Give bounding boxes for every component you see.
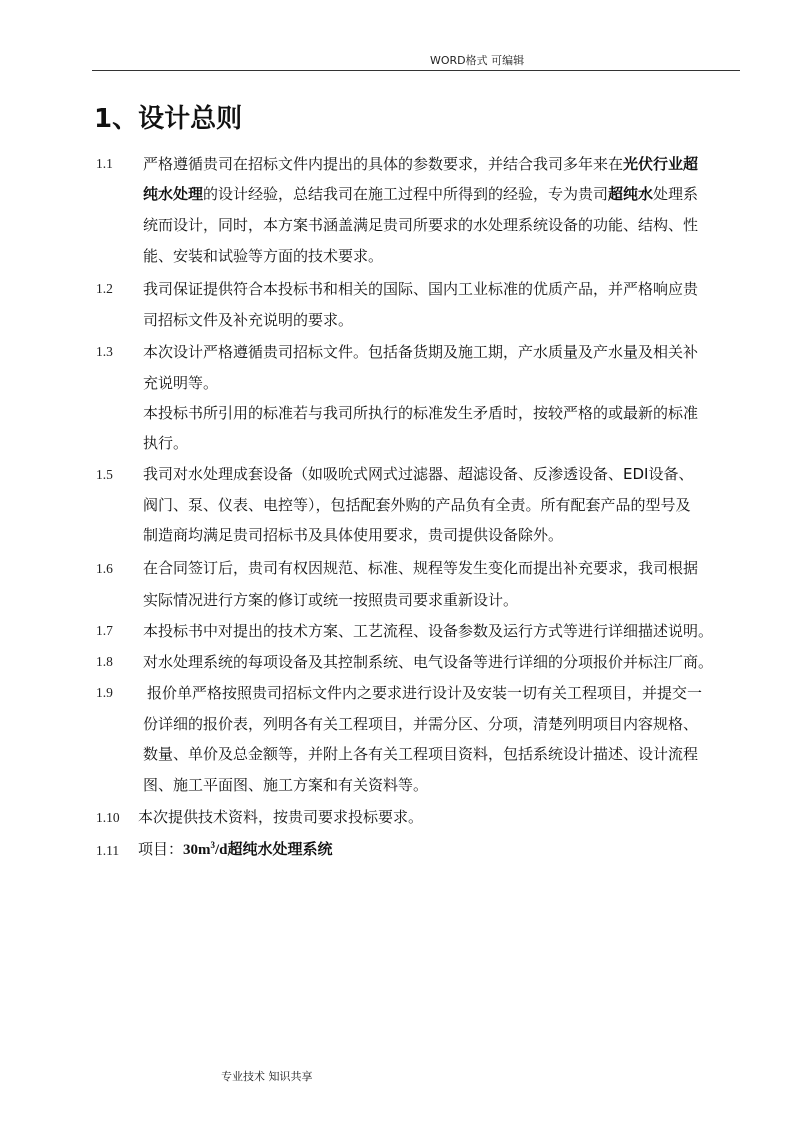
clause-line: 在合同签订后，贵司有权因规范、标准、规程等发生变化而提出补充要求，我司根据 xyxy=(143,559,699,577)
clause-line: 份详细的报价表，列明各有关工程项目，并需分区、分项，清楚列明项目内容规格、 xyxy=(143,715,699,733)
clause-line: 充说明等。 xyxy=(143,374,219,392)
clause-line: 本投标书中对提出的技术方案、工艺流程、设备参数及运行方式等进行详细描述说明。 xyxy=(143,622,714,640)
clause-line: 报价单严格按照贵司招标文件内之要求进行设计及安装一切有关工程项目，并提交一 xyxy=(147,684,703,702)
clause-line: 严格遵循贵司在招标文件内提出的具体的参数要求，并结合我司多年来在光伏行业超 xyxy=(143,155,699,173)
clause-line: 制造商均满足贵司招标书及具体使用要求，贵司提供设备除外。 xyxy=(143,526,564,544)
section-title: 1、设计总则 xyxy=(94,104,243,134)
clause-number: 1.11 xyxy=(96,843,120,858)
page-header xyxy=(0,52,794,66)
clause-line: 纯水处理的设计经验，总结我司在施工过程中所得到的经验，专为贵司超纯水处理系 xyxy=(143,185,699,203)
page-footer: 专业技术 知识共享 xyxy=(221,1070,313,1083)
clause-line: 阀门、泵、仪表、电控等），包括配套外购的产品负有全责。所有配套产品的型号及 xyxy=(143,496,691,514)
clause-line: 图、施工平面图、施工方案和有关资料等。 xyxy=(143,776,429,794)
clause-line: 我司对水处理成套设备（如吸吮式网式过滤器、超滤设备、反渗透设备、EDI设备、 xyxy=(143,465,694,483)
clause-line: 司招标文件及补充说明的要求。 xyxy=(143,311,354,329)
header-rule xyxy=(92,70,740,71)
clause-line: 本投标书所引用的标准若与我司所执行的标准发生矛盾时，按较严格的或最新的标准 xyxy=(143,404,699,422)
clause-line: 本次设计严格遵循贵司招标文件。包括备货期及施工期，产水质量及产水量及相关补 xyxy=(143,343,699,361)
clause-line: 实际情况进行方案的修订或统一按照贵司要求重新设计。 xyxy=(143,591,519,609)
clause-number: 1.2 xyxy=(96,281,113,296)
clause-number: 1.5 xyxy=(96,467,113,482)
clause-line: 对水处理系统的每项设备及其控制系统、电气设备等进行详细的分项报价并标注厂商。 xyxy=(143,653,714,671)
clause-line: 执行。 xyxy=(143,434,189,452)
header-text: WORD格式 可编辑 xyxy=(430,54,525,67)
clause-number: 1.6 xyxy=(96,561,113,576)
clause-number: 1.7 xyxy=(96,623,113,638)
clause-line: 统而设计，同时，本方案书涵盖满足贵司所要求的水处理系统设备的功能、结构、性 xyxy=(143,216,699,234)
clause-line: 数量、单价及总金额等，并附上各有关工程项目资料，包括系统设计描述、设计流程 xyxy=(143,745,699,763)
clause-line: 本次提供技术资料，按贵司要求投标要求。 xyxy=(138,808,424,826)
clause-number: 1.8 xyxy=(96,654,113,669)
project-line: 项目：$30m^3/d$超纯水处理系统 xyxy=(138,840,333,858)
clause-line: 能、安装和试验等方面的技术要求。 xyxy=(143,247,384,265)
clause-number: 1.9 xyxy=(96,685,113,700)
clause-number: 1.3 xyxy=(96,344,113,359)
clause-number: 1.10 xyxy=(96,810,120,825)
clause-line: 我司保证提供符合本投标书和相关的国际、国内工业标准的优质产品，并严格响应贵 xyxy=(143,280,699,298)
clause-number: 1.1 xyxy=(96,156,113,171)
